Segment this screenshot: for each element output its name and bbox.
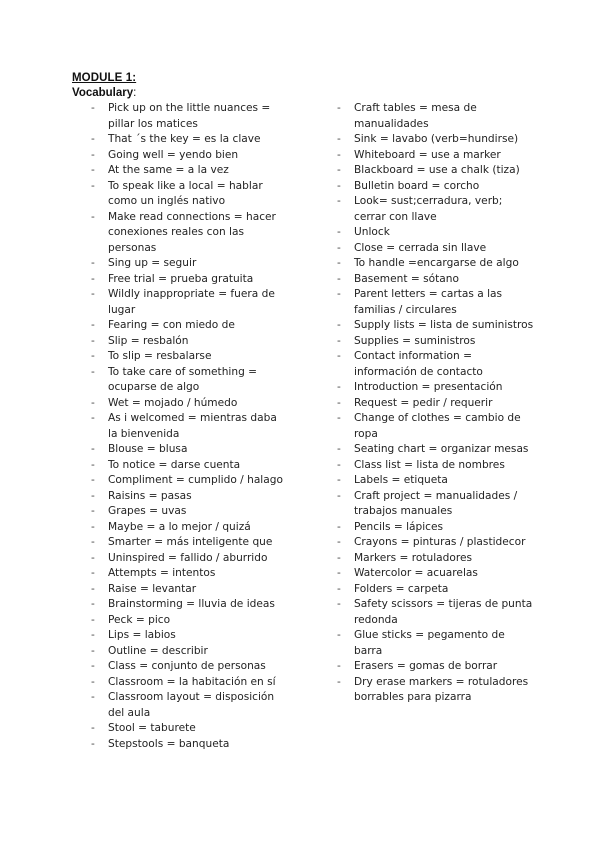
vocab-item: - Glue sticks = pegamento de barra xyxy=(354,628,534,659)
vocab-item: - Smarter = más inteligente que xyxy=(108,535,288,551)
vocab-item: - Markers = rotuladores xyxy=(354,551,534,567)
vocab-item: - As i welcomed = mientras daba la bienvenida xyxy=(108,411,288,442)
vocab-item: - Supplies = suministros xyxy=(354,334,534,350)
vocab-item: - Stool = taburete xyxy=(108,721,288,737)
vocab-item: - Blackboard = use a chalk (tiza) xyxy=(354,163,534,179)
vocab-item: - Class list = lista de nombres xyxy=(354,458,534,474)
vocab-item: - Contact information = información de contacto xyxy=(354,349,534,380)
vocab-item: - Sink = lavabo (verb=hundirse) xyxy=(354,132,534,148)
vocab-item: - Classroom = la habitación en sí xyxy=(108,675,288,691)
vocab-item: - Uninspired = fallido / aburrido xyxy=(108,551,288,567)
vocab-item: - To speak like a local = hablar como un inglés nativo xyxy=(108,179,288,210)
vocab-item: - Close = cerrada sin llave xyxy=(354,241,534,257)
vocab-item: - Folders = carpeta xyxy=(354,582,534,598)
vocab-item: - To slip = resbalarse xyxy=(108,349,288,365)
vocab-item: - Fearing = con miedo de xyxy=(108,318,288,334)
vocab-item: - Classroom layout = disposición del aula xyxy=(108,690,288,721)
vocab-item: - Brainstorming = lluvia de ideas xyxy=(108,597,288,613)
vocab-item: - Stepstools = banqueta xyxy=(108,737,288,753)
vocab-item: - Slip = resbalón xyxy=(108,334,288,350)
vocab-item: - Safety scissors = tijeras de punta redonda xyxy=(354,597,534,628)
module-title: MODULE 1: xyxy=(72,72,137,84)
vocab-item: - Dry erase markers = rotuladores borrables para pizarra xyxy=(354,675,534,706)
vocab-item: - To handle =encargarse de algo xyxy=(354,256,534,272)
vocab-item: - Sing up = seguir xyxy=(108,256,288,272)
vocab-item: - Raise = levantar xyxy=(108,582,288,598)
vocab-item: - Maybe = a lo mejor / quizá xyxy=(108,520,288,536)
vocab-item: - Seating chart = organizar mesas xyxy=(354,442,534,458)
vocab-item: - Lips = labios xyxy=(108,628,288,644)
vocab-item: - Peck = pico xyxy=(108,613,288,629)
vocab-item: - Parent letters = cartas a las familias / circulares xyxy=(354,287,534,318)
vocab-item: - Outline = describir xyxy=(108,644,288,660)
vocab-item: - Request = pedir / requerir xyxy=(354,396,534,412)
vocabulary-list-left xyxy=(108,101,288,752)
vocab-item: - Labels = etiqueta xyxy=(354,473,534,489)
vocab-item: - Blouse = blusa xyxy=(108,442,288,458)
vocabulary-heading-text: Vocabulary xyxy=(72,87,134,99)
vocab-item: - Make read connections = hacer conexiones reales con las personas xyxy=(108,210,288,257)
vocab-item: - Wildly inappropriate = fuera de lugar xyxy=(108,287,288,318)
vocab-item: - Class = conjunto de personas xyxy=(108,659,288,675)
vocab-item: - To notice = darse cuenta xyxy=(108,458,288,474)
vocab-item: - Bulletin board = corcho xyxy=(354,179,534,195)
vocab-item: - Watercolor = acuarelas xyxy=(354,566,534,582)
vocab-item: - Supply lists = lista de suministros xyxy=(354,318,534,334)
vocab-item: - Crayons = pinturas / plastidecor xyxy=(354,535,534,551)
vocab-item: - Raisins = pasas xyxy=(108,489,288,505)
vocab-item: - Going well = yendo bien xyxy=(108,148,288,164)
vocab-item: - Basement = sótano xyxy=(354,272,534,288)
vocab-item: - Look= sust;cerradura, verb; cerrar con llave xyxy=(354,194,534,225)
vocab-item: - Unlock xyxy=(354,225,534,241)
vocab-item: - Compliment = cumplido / halago xyxy=(108,473,288,489)
vocab-item: - Craft tables = mesa de manualidades xyxy=(354,101,534,132)
vocab-item: - Pencils = lápices xyxy=(354,520,534,536)
vocabulary-heading-colon: : xyxy=(133,87,137,99)
vocab-item: - Wet = mojado / húmedo xyxy=(108,396,288,412)
vocabulary-list-right xyxy=(354,101,534,706)
vocab-item: - Grapes = uvas xyxy=(108,504,288,520)
vocab-item: - To take care of something = ocuparse de algo xyxy=(108,365,288,396)
vocab-item: - Free trial = prueba gratuita xyxy=(108,272,288,288)
vocab-item: - At the same = a la vez xyxy=(108,163,288,179)
vocab-item: - Introduction = presentación xyxy=(354,380,534,396)
vocabulary-heading xyxy=(72,87,136,99)
vocab-item: - Craft project = manualidades / trabajos manuales xyxy=(354,489,534,520)
vocab-item: - Change of clothes = cambio de ropa xyxy=(354,411,534,442)
vocab-item: - Attempts = intentos xyxy=(108,566,288,582)
vocab-item: - Pick up on the little nuances = pillar los matices xyxy=(108,101,288,132)
vocab-item: - That ´s the key = es la clave xyxy=(108,132,288,148)
vocab-item: - Erasers = gomas de borrar xyxy=(354,659,534,675)
vocab-item: - Whiteboard = use a marker xyxy=(354,148,534,164)
